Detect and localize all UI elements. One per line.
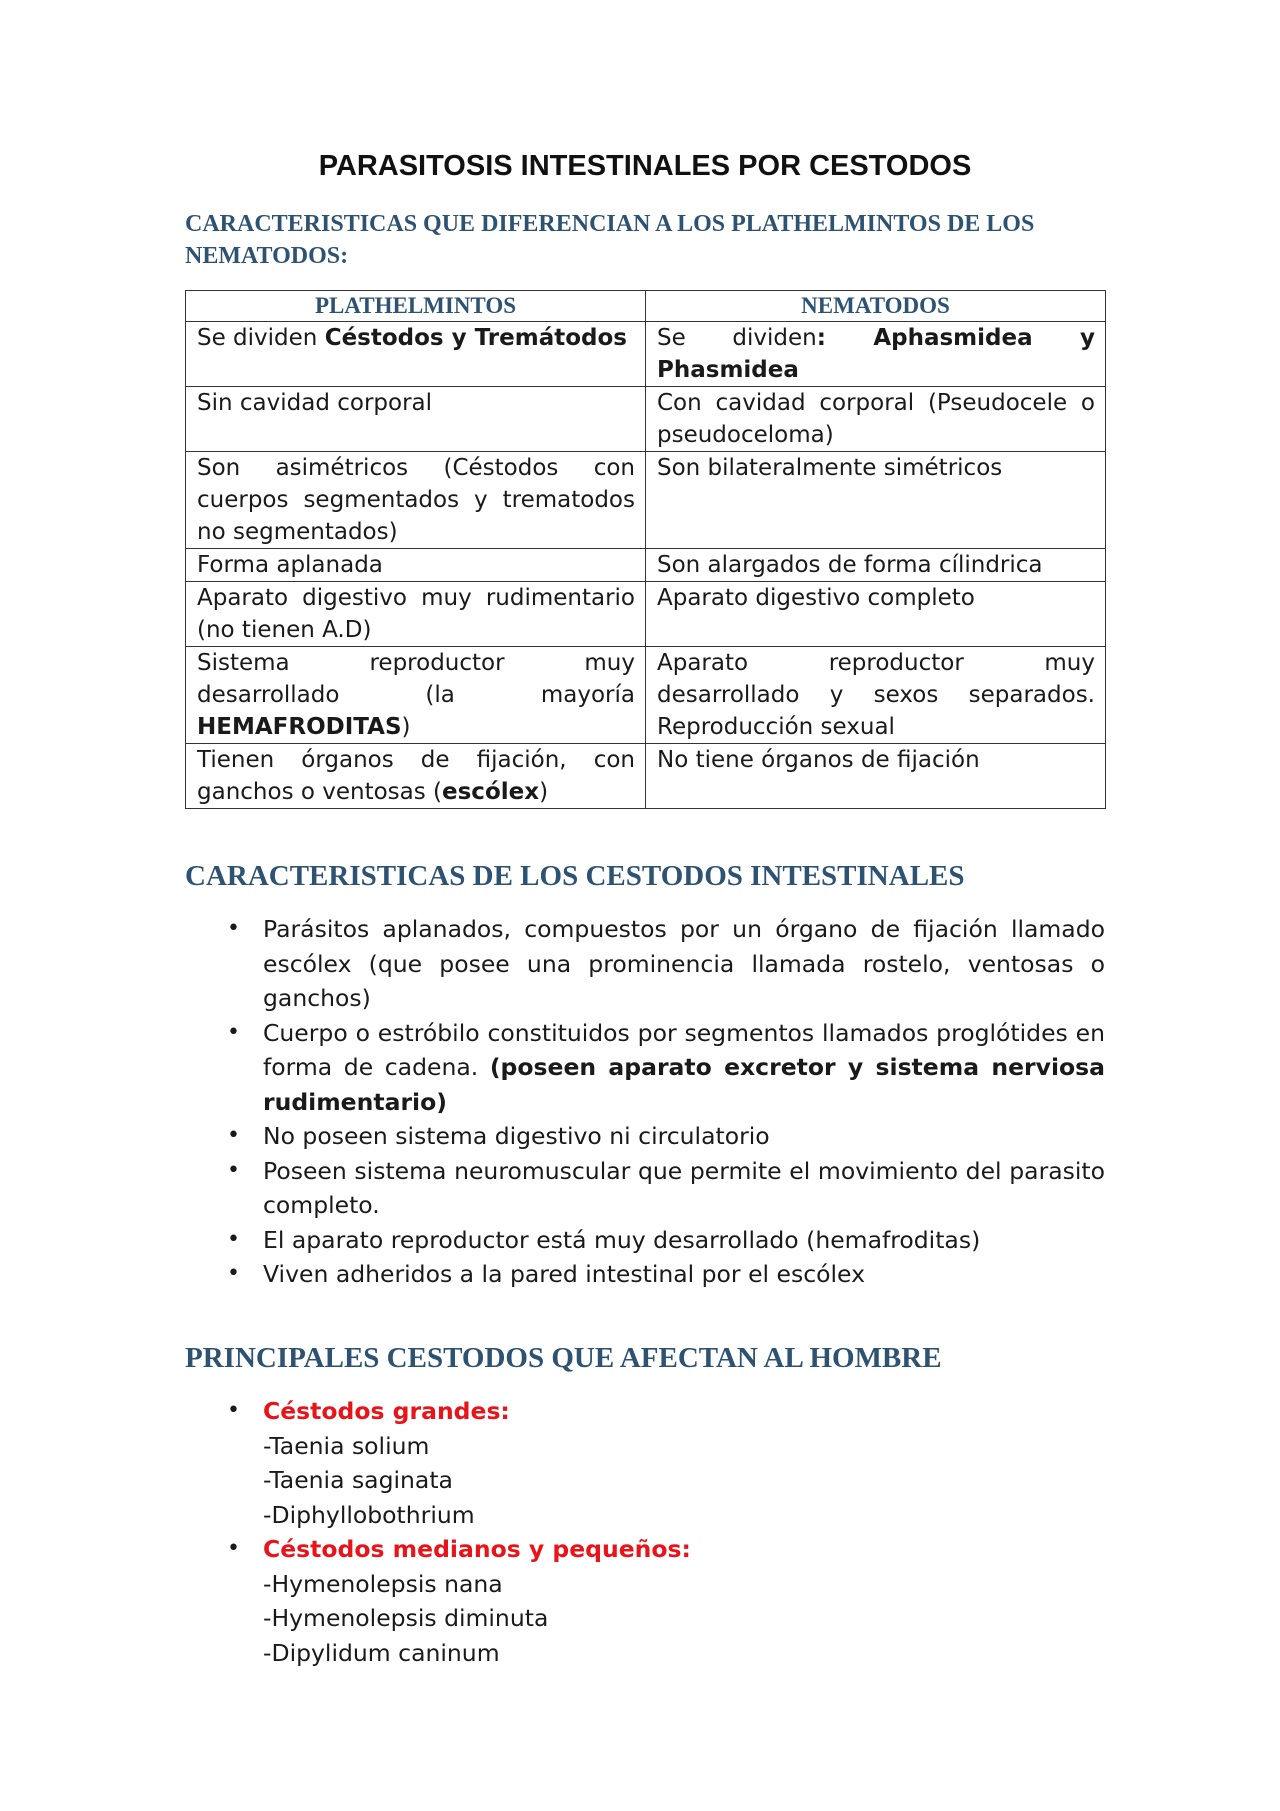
list-item: • Parásitos aplanados, compuestos por un órgano de fijación llamado escólex (que posee una prominencia llamada rostelo, ventosas o ganchos) <box>185 912 1105 1016</box>
bullet-icon: • <box>227 1226 240 1252</box>
bullet-icon: • <box>227 1019 240 1045</box>
cell-nematodos: No tiene órganos de fijación <box>646 744 1106 809</box>
bullet-icon: • <box>227 1123 240 1148</box>
header-nematodos: NEMATODOS <box>646 291 1106 322</box>
section-heading-caracteristicas: CARACTERISTICAS DE LOS CESTODOS INTESTINALES <box>185 860 965 892</box>
list-item: • Poseen sistema neuromuscular que permite el movimiento del parasito completo. <box>185 1154 1105 1223</box>
list-item: • Viven adheridos a la pared intestinal por el escólex <box>185 1257 1105 1292</box>
bullet-icon: • <box>227 1157 240 1183</box>
species-item: -Hymenolepsis nana <box>263 1569 503 1598</box>
list-item <box>185 1532 1105 1670</box>
list-item: • No poseen sistema digestivo ni circulatorio <box>185 1119 1105 1154</box>
bullet-icon: • <box>227 916 240 941</box>
header-plathelmintos: PLATHELMINTOS <box>186 291 646 322</box>
bullet-icon: • <box>227 1261 240 1286</box>
cell-plathelmintos: Sistema reproductor muy desarrollado (la mayoría HEMAFRODITAS) <box>186 647 646 744</box>
list-item: • Cuerpo o estróbilo constituidos por segmentos llamados proglótides en forma de cadena. (poseen aparato excretor y sistema nerviosa rudimentario) <box>185 1016 1105 1120</box>
cell-nematodos: Aparato digestivo completo <box>646 582 1106 647</box>
cell-nematodos: Con cavidad corporal (Pseudocele o pseudoceloma) <box>646 387 1106 452</box>
table-row <box>186 322 1106 387</box>
cell-plathelmintos: Son asimétricos (Céstodos con cuerpos segmentados y trematodos no segmentados) <box>186 452 646 549</box>
cestodos-list <box>185 1394 1105 1670</box>
caracteristicas-list <box>185 912 1105 1292</box>
list-item: • El aparato reproductor está muy desarrollado (hemafroditas) <box>185 1223 1105 1258</box>
bullet-icon: • <box>227 1536 240 1561</box>
species-item: -Dipylidum caninum <box>263 1638 500 1667</box>
species-item: -Taenia saginata <box>263 1466 453 1494</box>
bullet-icon: • <box>227 1398 240 1423</box>
cell-plathelmintos: Aparato digestivo muy rudimentario (no tienen A.D) <box>186 582 646 647</box>
cell-nematodos: Son alargados de forma cílindrica <box>646 549 1106 582</box>
section-heading-principales: PRINCIPALES CESTODOS QUE AFECTAN AL HOMBRE <box>185 1342 942 1374</box>
table-row <box>186 744 1106 809</box>
group-label: Céstodos medianos y pequeños: <box>263 1535 691 1563</box>
cell-plathelmintos: Se dividen Céstodos y Tremátodos <box>186 322 646 387</box>
cell-plathelmintos: Sin cavidad corporal <box>186 387 646 452</box>
species-item: -Hymenolepsis diminuta <box>263 1604 549 1632</box>
table-row <box>186 387 1106 452</box>
page-title: PARASITOSIS INTESTINALES POR CESTODOS <box>318 150 972 182</box>
cell-nematodos: Se dividen: Aphasmidea y Phasmidea <box>646 322 1106 387</box>
list-item <box>185 1394 1105 1532</box>
table-row <box>186 549 1106 582</box>
table-row <box>186 647 1106 744</box>
cell-nematodos: Aparato reproductor muy desarrollado y sexos separados. Reproducción sexual <box>646 647 1106 744</box>
comparison-table <box>185 290 1106 809</box>
table-heading: CARACTERISTICAS QUE DIFERENCIAN A LOS PLATHELMINTOS DE LOS NEMATODOS: <box>185 211 1035 269</box>
group-label: Céstodos grandes: <box>263 1397 510 1425</box>
table-row <box>186 452 1106 549</box>
table-header-row <box>186 291 1106 322</box>
species-item: -Taenia solium <box>263 1431 430 1460</box>
cell-plathelmintos: Tienen órganos de fijación, con ganchos o ventosas (escólex) <box>186 744 646 809</box>
cell-plathelmintos: Forma aplanada <box>186 549 646 582</box>
species-item: -Diphyllobothrium <box>263 1500 475 1529</box>
table-row <box>186 582 1106 647</box>
cell-nematodos: Son bilateralmente simétricos <box>646 452 1106 549</box>
